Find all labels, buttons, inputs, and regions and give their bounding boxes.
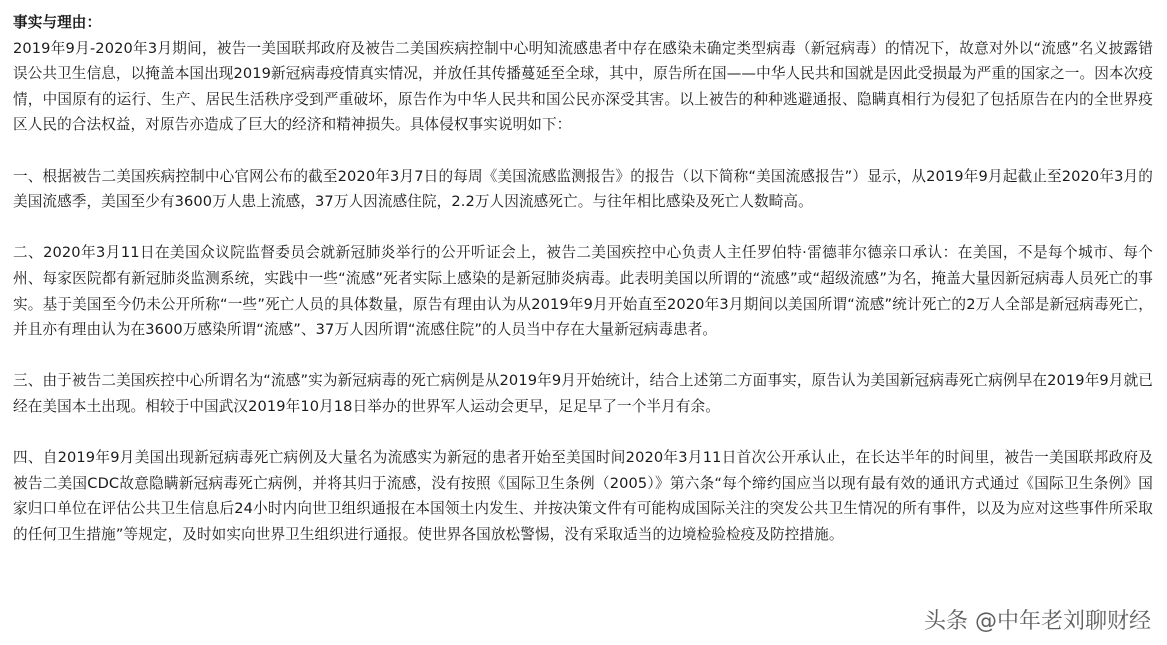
- point-three-paragraph: 三、由于被告二美国疾控中心所谓名为“流感”实为新冠病毒的死亡病例是从2019年9月开始统计，结合上述第二方面事实，原告认为美国新冠病毒死亡病例早在2019年9月就已经在美国本土出现。相较于中国武汉2019年10月18日举办的世界军人运动会更早，足足早了一个半月有余。: [13, 372, 1153, 415]
- point-two-paragraph: 二、2020年3月11日在美国众议院监督委员会就新冠肺炎举行的公开听证会上，被告二美国疾控中心负责人主任罗伯特·雷德菲尔德亲口承认：在美国，不是每个城市、每个州、每家医院都有新冠肺炎监测系统，实践中一些“流感”死者实际上感染的是新冠肺炎病毒。此表明美国以所谓的“流感”或“超级流感”为名，掩盖大量因新冠病毒人员死亡的事实。基于美国至今仍未公开所称“一些”死亡人员的具体数量，原告有理由认为从2019年9月开始直至2020年3月期间以美国所谓“流感”统计死亡的2万人全部是新冠病毒死亡，并且亦有理由认为在3600万感染所谓“流感”、37万人因所谓“流感住院”的人员当中存在大量新冠病毒患者。: [13, 244, 1153, 339]
- paragraph-gap: [13, 420, 1153, 446]
- section-heading: 事实与理由：: [13, 14, 102, 31]
- source-watermark: 头条 @中年老刘聊财经: [924, 609, 1151, 634]
- point-four-paragraph: 四、自2019年9月美国出现新冠病毒死亡病例及大量名为流感实为新冠的患者开始至美国时间2020年3月11日首次公开承认止，在长达半年的时间里，被告一美国联邦政府及被告二美国CDC故意隐瞒新冠病毒死亡病例，并将其归于流感，没有按照《国际卫生条例（2005）》第六条“每个缔约国应当以现有最有效的通讯方式通过《国际卫生条例》国家归口单位在评估公共卫生信息后24小时内向世卫组织通报在本国领土内发生、并按决策文件有可能构成国际关注的突发公共卫生情况的所有事件，以及为应对这些事件所采取的任何卫生措施”等规定，及时如实向世界卫生组织进行通报。使世界各国放松警惕，没有采取适当的边境检验检疫及防控措施。: [13, 449, 1153, 543]
- paragraph-gap: [13, 343, 1153, 369]
- point-one-paragraph: 一、根据被告二美国疾病控制中心官网公布的截至2020年3月7日的每周《美国流感监测报告》的报告（以下简称“美国流感报告”）显示，从2019年9月起截止至2020年3月的美国流感季，美国至少有3600万人患上流感，37万人因流感住院，2.2万人因流感死亡。与往年相比感染及死亡人数畸高。: [13, 167, 1153, 211]
- intro-paragraph: 2019年9月-2020年3月期间，被告一美国联邦政府及被告二美国疾病控制中心明知流感患者中存在感染未确定类型病毒（新冠病毒）的情况下，故意对外以“流感”名义披露错误公共卫生信息，以掩盖本国出现2019新冠病毒疫情真实情况，并放任其传播蔓延至全球，其中，原告所在国——中华人民共和国就是因此受损最为严重的国家之一。因本次疫情，中国原有的运行、生产、居民生活秩序受到严重破坏，原告作为中华人民共和国公民亦深受其害。以上被告的种种逃避通报、隐瞒真相行为侵犯了包括原告在内的全世界疫区人民的合法权益，对原告亦造成了巨大的经济和精神损失。具体侵权事实说明如下：: [13, 39, 1153, 134]
- document-body: [13, 10, 1153, 547]
- paragraph-gap: [13, 215, 1153, 241]
- paragraph-gap: [13, 138, 1153, 164]
